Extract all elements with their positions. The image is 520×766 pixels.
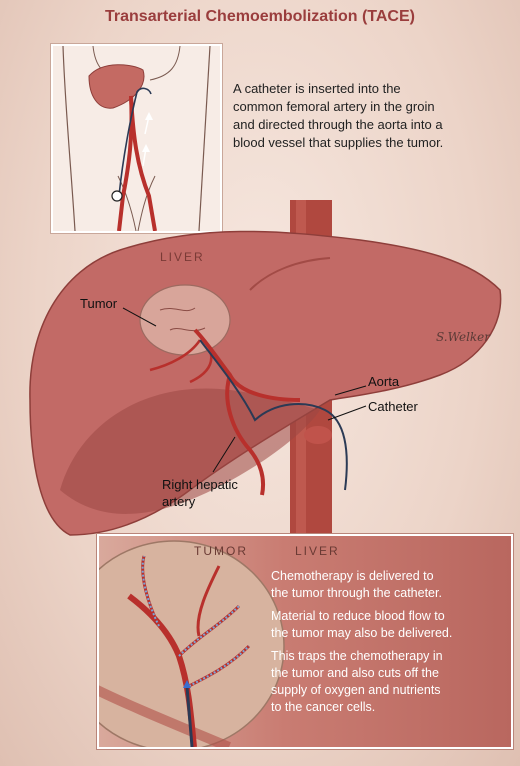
detail-panel: [97, 534, 513, 749]
detail-line: the tumor may also be delivered.: [271, 626, 453, 640]
detail-liver-label: LIVER: [295, 544, 340, 558]
label-line: Right hepatic: [162, 477, 238, 492]
detail-line: supply of oxygen and nutrients: [271, 683, 441, 697]
page-title: Transarterial Chemoembolization (TACE): [105, 8, 415, 25]
intro-caption: [233, 80, 513, 152]
detail-tumor-label: TUMOR: [194, 544, 248, 558]
liver-label: LIVER: [160, 250, 205, 264]
detail-line: to the cancer cells.: [271, 700, 376, 714]
label-line: artery: [162, 494, 196, 509]
liver-illustration: [0, 190, 520, 540]
intro-line: and directed through the aorta into a: [233, 117, 443, 132]
catheter-label: Catheter: [368, 399, 418, 414]
detail-line: This traps the chemotherapy in: [271, 649, 443, 663]
artist-signature: S.Welker: [436, 330, 491, 344]
detail-line: the tumor and also cuts off the: [271, 666, 439, 680]
tumor-shape: [140, 285, 230, 355]
detail-paragraph: [271, 568, 507, 602]
detail-line: Material to reduce blood flow to: [271, 609, 445, 623]
intro-line: A catheter is inserted into the: [233, 81, 401, 96]
detail-text: [271, 568, 507, 716]
intro-line: common femoral artery in the groin: [233, 99, 435, 114]
right-hepatic-artery-label: [162, 476, 238, 510]
detail-line: Chemotherapy is delivered to: [271, 569, 434, 583]
detail-paragraph: [271, 648, 507, 716]
detail-paragraph: [271, 608, 507, 642]
aorta-label: Aorta: [368, 374, 400, 389]
tumor-label: Tumor: [80, 296, 118, 311]
detail-line: the tumor through the catheter.: [271, 586, 442, 600]
intro-line: blood vessel that supplies the tumor.: [233, 135, 444, 150]
